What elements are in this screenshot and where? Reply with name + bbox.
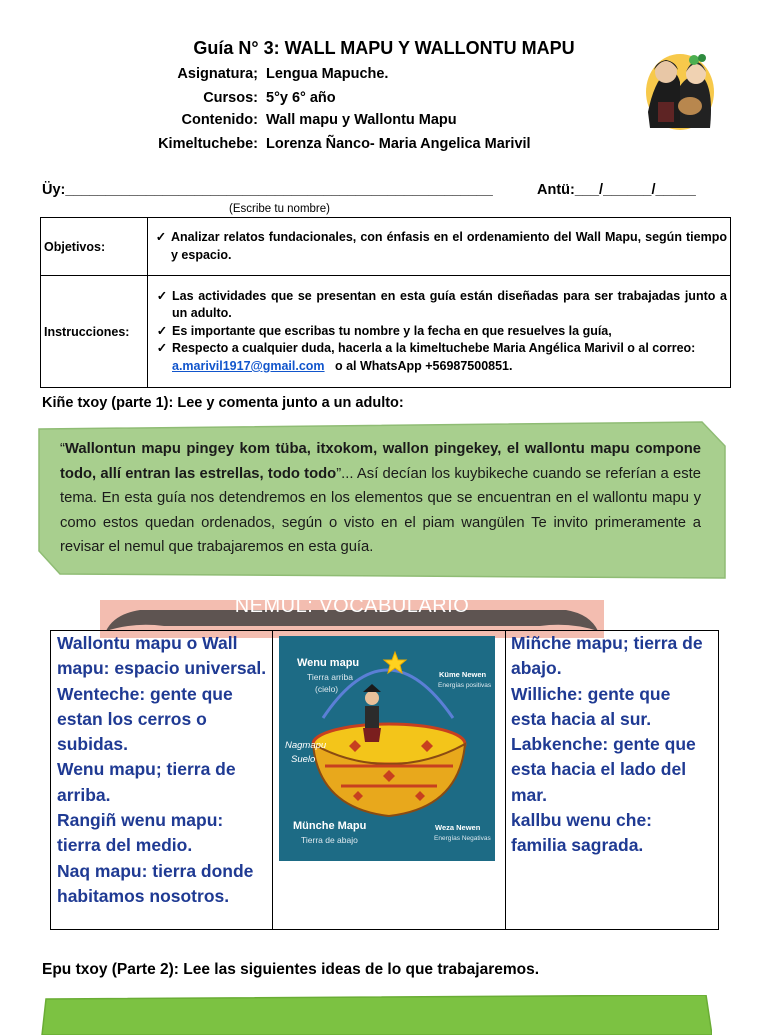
vocab-line: habitamos nosotros. xyxy=(57,885,230,906)
email-link[interactable]: a.marivil1917@gmail.com xyxy=(172,358,325,373)
objectives-content xyxy=(148,218,731,276)
vocab-line: Wenu mapu; tierra de xyxy=(57,759,236,780)
vocab-line: mapu: espacio universal. xyxy=(57,658,267,679)
vocab-line: Wallontu mapu o Wall xyxy=(57,633,238,653)
mapuche-family-illustration xyxy=(640,42,718,132)
svg-text:Energías Negativas: Energías Negativas xyxy=(434,835,491,842)
svg-text:Suelo: Suelo xyxy=(291,754,316,765)
meta-value: Lengua Mapuche. xyxy=(266,66,389,82)
vocab-left-list xyxy=(57,631,272,909)
mapuche-cosmology-diagram xyxy=(279,636,495,861)
part2-callout xyxy=(36,995,712,1035)
meta-label: Contenido: xyxy=(181,112,258,128)
checkmark-icon: ✓ xyxy=(156,288,168,303)
part2-heading: Epu txoy (Parte 2): Lee las siguientes ideas de lo que trabajaremos. xyxy=(42,961,540,978)
date-line[interactable]: Antü:___/______/_____ xyxy=(537,182,696,198)
instructions-label: Instrucciones: xyxy=(41,276,148,388)
objective-item: ✓ Analizar relatos fundacionales, con énfasis en el ordenamiento del Wall Mapu, según tiempo y espacio. xyxy=(151,229,727,264)
meta-value: 5°y 6° año xyxy=(266,90,336,106)
checkmark-icon: ✓ xyxy=(156,341,168,356)
objectives-row xyxy=(41,218,731,276)
vocab-line: tierra del medio. xyxy=(57,835,193,856)
vocab-line: mar. xyxy=(511,784,547,805)
svg-text:Energías positivas: Energías positivas xyxy=(438,682,492,689)
meta-value: Lorenza Ñanco- Maria Angelica Marivil xyxy=(266,136,531,152)
instructions-row xyxy=(41,276,731,388)
whatsapp-text: o al WhatsApp +56987500851. xyxy=(324,358,513,373)
meta-value: Wall mapu y Wallontu Mapu xyxy=(266,112,457,128)
objectives-table xyxy=(40,217,731,388)
svg-text:Weza Newen: Weza Newen xyxy=(435,823,481,832)
meta-label: Asignatura; xyxy=(177,66,258,82)
guide-title: Guía N° 3: WALL MAPU Y WALLONTU MAPU xyxy=(193,38,575,58)
svg-text:Küme Newen: Küme Newen xyxy=(439,670,487,679)
vocab-right-list xyxy=(511,631,716,859)
vocab-line: Miñche mapu; tierra de xyxy=(511,633,703,653)
instruction-item: ✓ Es importante que escribas tu nombre y la fecha en que resuelves la guía, xyxy=(152,323,727,341)
svg-text:Tierra de abajo: Tierra de abajo xyxy=(301,835,358,845)
vocab-line: estan los cerros o xyxy=(57,708,207,729)
vocabulary-banner-text: NEMUL: VOCABULARIO xyxy=(234,595,470,617)
meta-label: Kimeltuchebe: xyxy=(158,136,258,152)
checkmark-icon: ✓ xyxy=(155,230,167,244)
vocab-line: abajo. xyxy=(511,658,562,679)
name-line[interactable]: Üy:_____________________________________________________ xyxy=(42,182,493,198)
vocab-line: Williche: gente que xyxy=(511,683,671,704)
instruction-item: ✓ Las actividades que se presentan en esta guía están diseñadas para ser trabajadas junto a un adulto. xyxy=(152,288,727,323)
vocab-line: Rangiñ wenu mapu: xyxy=(57,810,224,831)
vocab-line: Wenteche: gente que xyxy=(57,683,233,704)
vocab-line: subidas. xyxy=(57,734,128,755)
svg-text:Nagmapu: Nagmapu xyxy=(285,740,327,751)
svg-text:Wenu mapu: Wenu mapu xyxy=(297,657,360,669)
instructions-content xyxy=(148,276,731,388)
vocab-line: esta hacia el lado del xyxy=(511,759,687,780)
objectives-label: Objetivos: xyxy=(41,218,148,276)
svg-text:(cielo): (cielo) xyxy=(315,684,339,694)
vocab-line: kallbu wenu che: xyxy=(511,810,652,831)
vocab-line: arriba. xyxy=(57,784,111,805)
vocab-line: Labkenche: gente que xyxy=(511,734,696,755)
vocab-line: familia sagrada. xyxy=(511,835,644,856)
vocab-line: esta hacia al sur. xyxy=(511,708,652,729)
checkmark-icon: ✓ xyxy=(156,323,168,338)
instruction-item: ✓ Respecto a cualquier duda, hacerla a la kimeltuchebe Maria Angélica Marivil o al correo: a.marivil1917@gmail.com o al WhatsApp +56987500851. xyxy=(152,340,727,375)
vocab-line: Naq mapu: tierra donde xyxy=(57,860,254,881)
svg-text:Tierra arriba: Tierra arriba xyxy=(307,672,353,682)
svg-text:Münche Mapu: Münche Mapu xyxy=(293,820,367,832)
reading-text: “Wallontun mapu pingey kom tüba, itxokom, wallon pingekey, el wallontu mapu compone todo, allí entran las estrellas, todo todo”... Así decían los kuybikeche cuando se referían a este tema. En esta guía nos detendremos en los elementos que se encuentran en el wallontu mapu y como estos quedan ordenados, según o visto en el piam wangülen Te invito primeramente a revisar el nemul que trabajaremos en esta guía. xyxy=(60,441,701,555)
part1-heading: Kiñe txoy (parte 1): Lee y comenta junto a un adulto: xyxy=(42,395,404,411)
name-hint: (Escribe tu nombre) xyxy=(229,203,330,215)
meta-label: Cursos: xyxy=(203,90,258,106)
